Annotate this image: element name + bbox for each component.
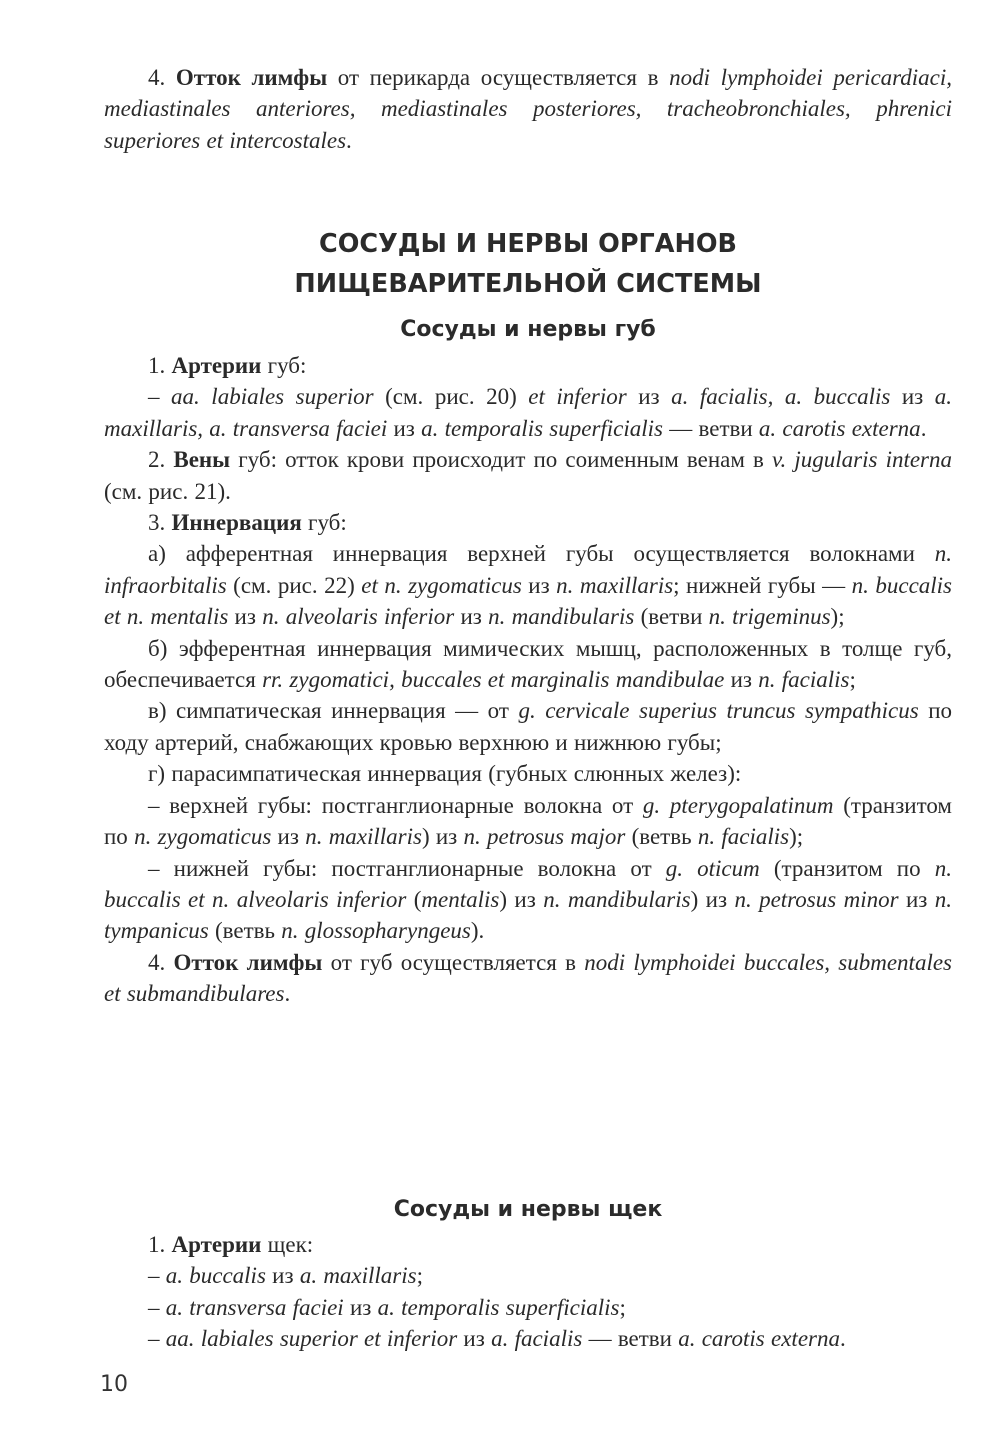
latin-term: g. oticum [665,855,760,881]
text: из [387,415,422,441]
text: ( [406,886,422,912]
latin-term: mentalis [421,886,500,912]
text: из [454,604,489,630]
latin-term: et n. zygomaticus [361,572,522,598]
chapter-header [104,224,952,304]
dash: – [148,384,172,410]
latin-term: n. buccalis et n. mentalis [104,572,953,630]
dash: – [148,1326,166,1352]
text: б) эфферентная иннервация мимических мышц, расположенных в толще губ, обеспечивается [104,635,952,693]
latin-term: n. alveolaris inferior [262,604,455,630]
text: ; [849,667,856,693]
latin-term: nodi lymphoidei buccales, submentales et submandibulares [104,949,952,1007]
lips-innervation-title [104,507,952,538]
text: губ: [301,510,347,536]
text: . [920,415,927,441]
text: щек: [261,1232,314,1257]
text: из [343,1294,378,1320]
latin-term: aa. labiales superior et inferior [165,1326,458,1352]
lips-efferent-paragraph [104,633,952,696]
text: из [228,604,263,630]
latin-term: a. carotis externa [678,1326,840,1352]
text: от перикарда осуществляется в [327,65,670,90]
text: . [839,1326,846,1352]
lips-veins-paragraph [104,444,952,507]
cheeks-artery-item [104,1292,952,1323]
latin-term: a. transversa faciei [165,1294,344,1320]
item-number: 2. [148,447,174,473]
item-number: 1. [148,1232,172,1257]
lips-arteries-title [104,350,952,381]
latin-term: n. zygomaticus [134,824,272,850]
text: ; [416,1263,423,1289]
latin-term: et inferior [528,384,627,410]
cheeks-artery-item [104,1323,952,1354]
text: — ветви [582,1326,679,1352]
text: из [890,384,935,410]
cheeks-heading: Сосуды и нервы щек [393,1197,663,1222]
text: ); [789,824,804,850]
cheeks-section [104,1193,952,1355]
text: — ветви [663,415,759,441]
lips-section [104,313,952,1010]
text: ; [619,1294,626,1320]
dash: – [148,1294,166,1320]
text: из [271,824,306,850]
text: ) из [499,886,544,912]
upper-lip-parasympathetic [104,790,952,853]
latin-term: a. maxillaris [299,1263,417,1289]
chapter-title-line-2: ПИЩЕВАРИТЕЛЬНОЙ СИСТЕМЫ [294,269,762,299]
text: в) симпатическая иннервация — от [148,698,519,724]
text: ); [830,604,845,630]
text: – нижней губы: постганглионарные волокна от [148,855,666,881]
latin-term: n. mandibularis [488,604,635,630]
dash: – [148,1263,166,1289]
latin-term: n. maxillaris [305,824,422,850]
term-bold: Артерии [171,1232,262,1257]
latin-term: n. buccalis et n. alveolaris inferior [104,855,952,912]
chapter-title-line-1: СОСУДЫ И НЕРВЫ ОРГАНОВ [319,229,737,259]
text: ) из [421,824,464,850]
text: (см. рис. 21). [104,478,231,504]
text: а) афферентная иннервация верхней губы осуществляется волокнами [148,541,935,567]
latin-term: n. infraorbitalis [104,541,952,598]
text: (см. рис. 22) [226,572,362,598]
term-bold: Вены [173,447,231,473]
latin-term: n. mandibularis [543,886,691,912]
page-number: 10 [100,1372,128,1397]
text: по ходу артерий, снабжающих кровью верхнюю и нижнюю губы; [104,698,953,755]
pericardium-lymph-section [104,62,952,156]
latin-term: nodi lymphoidei pericardiaci, mediastinales anteriores, mediastinales posteriores, tracheobronchiales, phrenici superiores et intercostales [104,65,953,153]
latin-term: n. facialis [697,824,790,850]
text: (ветвь [625,824,698,850]
latin-term: a. temporalis superficialis [421,415,664,441]
text: ). [470,918,485,944]
item-number: 1. [148,353,172,378]
text: . [284,981,291,1007]
latin-term: aa. labiales superior [171,384,374,410]
latin-term: a. maxillaris, a. transversa faciei [104,384,953,441]
lips-heading: Сосуды и нервы губ [400,317,656,342]
latin-term: a. carotis externa [758,415,921,441]
text: от губ осуществляется в [322,949,585,975]
lips-lymph-paragraph [104,947,952,1010]
lips-afferent-paragraph [104,538,952,632]
lips-arteries-list [104,381,952,444]
text: из [724,667,759,693]
latin-term: n. glossopharyngeus [281,918,471,944]
text: из [265,1263,300,1289]
item-number: 3. [148,510,172,536]
text: ) из [690,886,735,912]
item-number: 4. [148,65,176,90]
latin-term: n. tympanicus [104,886,952,944]
text: из [457,1326,492,1352]
latin-term: rr. zygomatici, buccales et marginalis mandibulae [262,667,725,693]
pericardium-lymph-paragraph [104,62,952,156]
latin-term: a. buccalis [165,1263,266,1289]
cheeks-arteries-title [104,1229,952,1260]
text: (транзитом по [104,792,952,850]
latin-term: n. petrosus minor [734,886,899,912]
latin-term: a. facialis [491,1326,583,1352]
text: из [521,572,557,598]
text: ; нижней губы — [673,572,852,598]
latin-term: a. facialis, a. buccalis [671,384,891,410]
latin-term: n. petrosus major [463,824,626,850]
latin-term: n. trigeminus [708,604,831,630]
lower-lip-parasympathetic [104,853,952,947]
latin-term: a. temporalis superficialis [377,1294,620,1320]
text: (см. рис. 20) [373,384,529,410]
text: (ветвь [208,918,282,944]
chapter-title [104,224,952,304]
term-bold: Отток лимфы [173,949,323,975]
latin-term: n. maxillaris [556,572,674,598]
text: . [346,127,352,153]
text: из [626,384,672,410]
term-bold: Иннервация [171,510,302,536]
latin-term: n. facialis [758,667,850,693]
text: (ветви [634,604,709,630]
lips-sympathetic-paragraph [104,695,952,758]
term-bold: Артерии [171,353,262,378]
latin-term: g. pterygopalatinum [642,792,834,818]
text: из [898,886,935,912]
lips-parasympathetic-title: г) парасимпатическая иннервация (губных слюнных желез): [148,761,742,787]
text: губ: отток крови происходит по соименным венам в [230,447,773,473]
text: – верхней губы: постганглионарные волокна от [148,792,643,818]
latin-term: v. jugularis interna [772,447,953,473]
item-number: 4. [148,949,174,975]
latin-term: g. cervicale superius truncus sympathicus [518,698,919,724]
cheeks-artery-item [104,1260,952,1291]
text: (транзитом по [759,855,935,881]
text: губ: [261,353,307,378]
term-bold: Отток лимфы [175,65,328,90]
